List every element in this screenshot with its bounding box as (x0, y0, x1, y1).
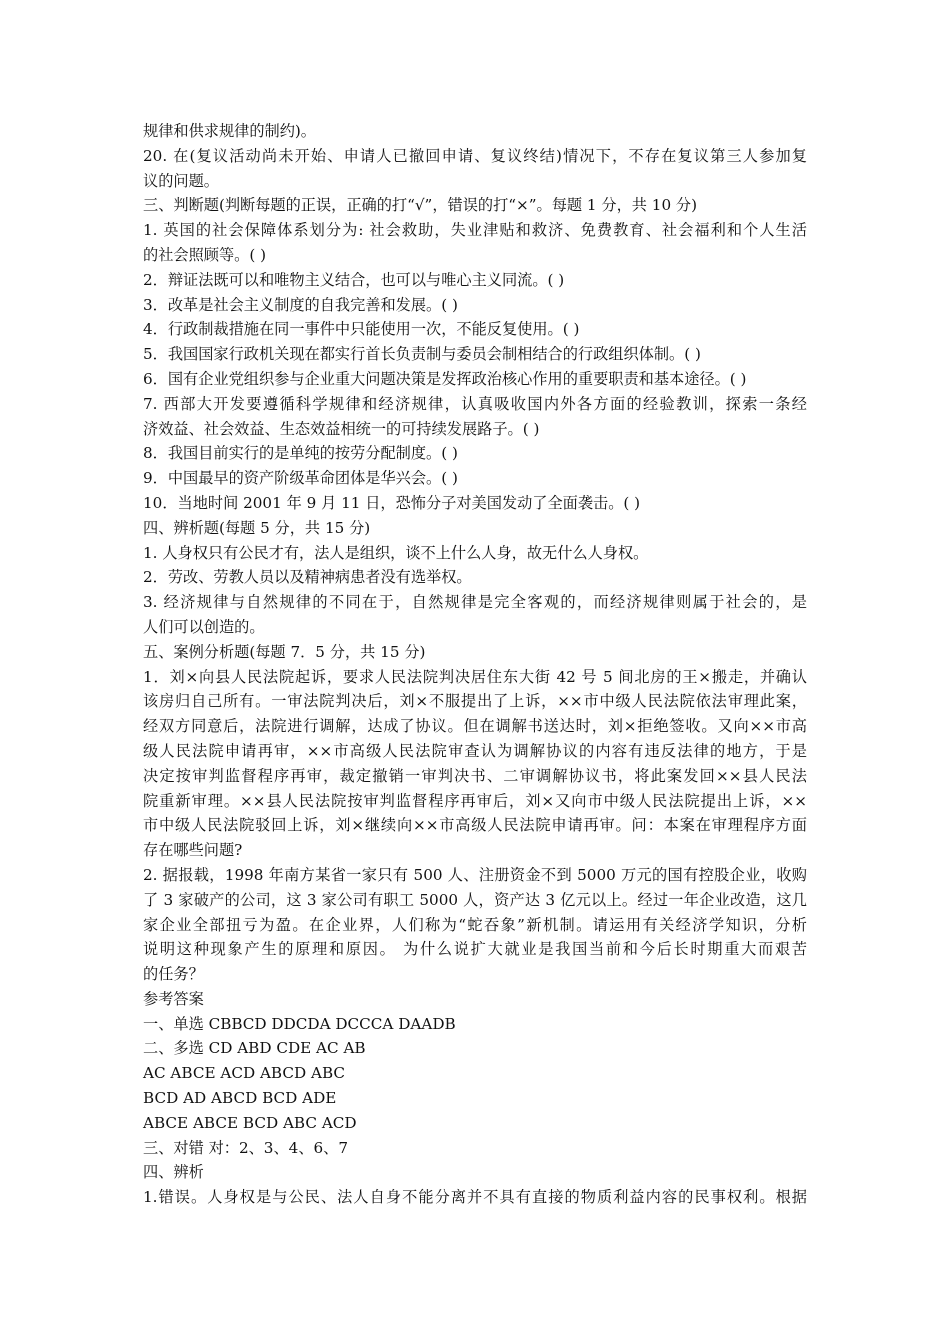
text-line: 市中级人民法院驳回上诉，刘×继续向××市高级人民法院申请再审。问：本案在审理程序方面 (143, 816, 807, 835)
text-line: 3．改革是社会主义制度的自我完善和发展。( ) (143, 295, 458, 314)
answer-line: AC ABCE ACD ABCD ABC (143, 1064, 346, 1083)
section-heading: 参考答案 (143, 989, 204, 1008)
section-heading: 四、辨析 (143, 1163, 204, 1182)
text-line: 存在哪些问题? (143, 841, 243, 860)
text-line: 家企业全部扭亏为盈。在企业界，人们称为“蛇吞象”新机制。请运用有关经济学知识，分析 (143, 915, 807, 934)
text-line: 2．劳改、劳教人员以及精神病患者没有选举权。 (143, 568, 472, 587)
answer-line: 二、多选 CD ABD CDE AC AB (143, 1039, 366, 1058)
text-line: 8．我国目前实行的是单纯的按劳分配制度。( ) (143, 444, 458, 463)
text-line: 5．我国国家行政机关现在都实行首长负责制与委员会制相结合的行政组织体制。( ) (143, 345, 701, 364)
text-line: 的社会照顾等。( ) (143, 245, 266, 264)
answer-line: BCD AD ABCD BCD ADE (143, 1089, 337, 1108)
text-line: 4．行政制裁措施在同一事件中只能使用一次，不能反复使用。( ) (143, 320, 580, 339)
text-line: 级人民法院申请再审，××市高级人民法院审查认为调解协议的内容有违反法律的地方，于是 (143, 741, 807, 760)
text-line: 了 3 家破产的公司，这 3 家公司有职工 5000 人，资产达 3 亿元以上。经过一年企业改造，这几 (143, 890, 807, 909)
text-line: 规律和供求规律的制约)。 (143, 122, 316, 140)
text-line: 议的问题。 (143, 171, 219, 190)
text-line: 1. 人身权只有公民才有，法人是组织，谈不上什么人身，故无什么人身权。 (143, 543, 649, 562)
text-line: 人们可以创造的。 (143, 617, 265, 636)
text-line: 6．国有企业党组织参与企业重大问题决策是发挥政治核心作用的重要职责和基本途径。( ) (143, 369, 747, 388)
answer-line: 三、对错 对：2、3、4、6、7 (143, 1138, 349, 1157)
text-line: 经双方同意后，法院进行调解，达成了协议。但在调解书送达时，刘×拒绝签收。又向××市高 (143, 717, 807, 736)
text-line: 院重新审理。××县人民法院按审判监督程序再审后，刘×又向市中级人民法院提出上诉，×× (143, 791, 807, 810)
text-line: 20. 在(复议活动尚未开始、申请人已撤回申请、复议终结)情况下，不存在复议第三人参加复 (143, 146, 807, 165)
answer-line: 一、单选 CBBCD DDCDA DCCCA DAADB (143, 1014, 456, 1033)
text-line: 2．辩证法既可以和唯物主义结合，也可以与唯心主义同流。( ) (143, 270, 565, 289)
text-line: 决定按审判监督程序再审，裁定撤销一审判决书、二审调解协议书，将此案发回××县人民法 (143, 766, 807, 785)
document-page (143, 119, 807, 1210)
text-line: 1．刘×向县人民法院起诉，要求人民法院判决居住东大街 42 号 5 间北房的王×搬走，并确认 (143, 667, 807, 686)
text-line: 1. 英国的社会保障体系划分为: 社会救助，失业津贴和救济、免费教育、社会福利和个人生活 (143, 221, 807, 240)
text-line: 的任务？ (143, 965, 204, 984)
text-line: 1.错误。人身权是与公民、法人自身不能分离并不具有直接的物质利益内容的民事权利。根据 (143, 1188, 807, 1207)
text-line: 10．当地时间 2001 年 9 月 11 日，恐怖分子对美国发动了全面袭击。( ) (143, 493, 641, 512)
answer-line: ABCE ABCE BCD ABC ACD (143, 1113, 357, 1132)
section-heading: 四、辨析题(每题 5 分，共 15 分) (143, 518, 371, 537)
text-line: 济效益、社会效益、生态效益相统一的可持续发展路子。( ) (143, 419, 540, 438)
text-line: 2. 据报载，1998 年南方某省一家只有 500 人、注册资金不到 5000 万元的国有控股企业，收购 (143, 865, 807, 884)
text-line: 9．中国最早的资产阶级革命团体是华兴会。( ) (143, 469, 458, 488)
section-heading: 五、案例分析题(每题 7．5 分，共 15 分) (143, 642, 426, 661)
text-line: 3. 经济规律与自然规律的不同在于，自然规律是完全客观的，而经济规律则属于社会的，是 (143, 593, 807, 612)
text-line: 7. 西部大开发要遵循科学规律和经济规律，认真吸收国内外各方面的经验教训，探索一条经 (143, 394, 807, 413)
section-heading: 三、判断题(判断每题的正误，正确的打“√”，错误的打“×”。每题 1 分，共 10 分) (143, 196, 698, 215)
text-line: 说明这种现象产生的原理和原因。 为什么说扩大就业是我国当前和今后长时期重大而艰苦 (143, 940, 807, 959)
text-line: 该房归自己所有。一审法院判决后，刘×不服提出了上诉，××市中级人民法院依法审理此案， (143, 692, 807, 711)
